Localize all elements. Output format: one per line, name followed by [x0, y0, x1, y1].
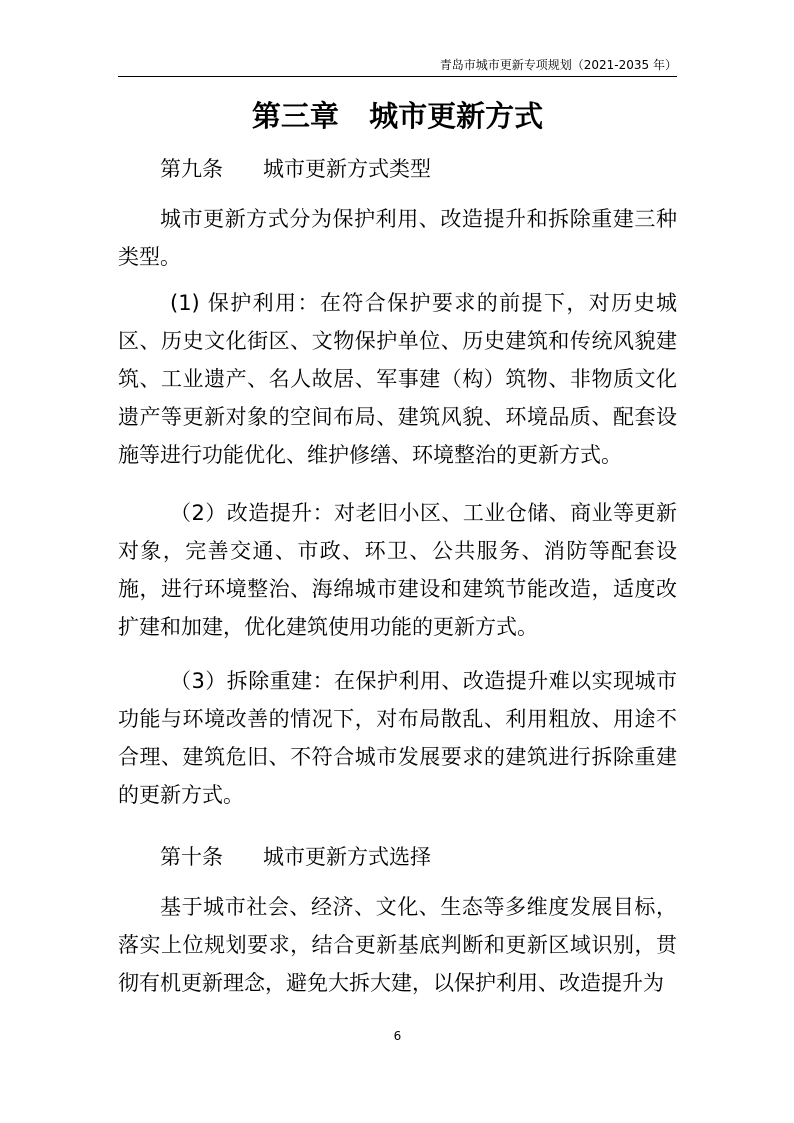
- article-9-item-2-paragraph: （2）改造提升：对老旧小区、工业仓储、商业等更新对象，完善交通、市政、环卫、公共服务、消防等配套设施，进行环境整治、海绵城市建设和建筑节能改造，适度改扩建和加建，优化建筑使用功能的更新方式。: [118, 501, 677, 639]
- page-number: 6: [393, 1029, 402, 1043]
- chapter-title: 第三章 城市更新方式: [251, 99, 544, 133]
- running-header: 青岛市城市更新专项规划（2021-2035 年）: [439, 58, 677, 72]
- article-10-body-paragraph: 基于城市社会、经济、文化、生态等多维度发展目标，落实上位规划要求，结合更新基底判断和更新区域识别，贯彻有机更新理念，避免大拆大建，以保护利用、改造提升为: [118, 895, 677, 995]
- header-divider: [118, 76, 677, 77]
- article-9-item-3-paragraph: （3）拆除重建：在保护利用、改造提升难以实现城市功能与环境改善的情况下，对布局散乱、利用粗放、用途不合理、建筑危旧、不符合城市发展要求的建筑进行拆除重建的更新方式。: [118, 669, 677, 807]
- article-9-item-1-paragraph: (1) 保护利用：在符合保护要求的前提下，对历史城区、历史文化街区、文物保护单位、历史建筑和传统风貌建筑、工业遗产、名人故居、军事建（构）筑物、非物质文化遗产等更新对象的空间布局、建筑风貌、环境品质、配套设施等进行功能优化、维护修缮、环境整治的更新方式。: [118, 291, 677, 467]
- article-9-intro-paragraph: 城市更新方式分为保护利用、改造提升和拆除重建三种类型。: [118, 207, 677, 269]
- article-9-heading: 第九条 城市更新方式类型: [160, 157, 432, 181]
- article-10-heading: 第十条 城市更新方式选择: [160, 845, 432, 869]
